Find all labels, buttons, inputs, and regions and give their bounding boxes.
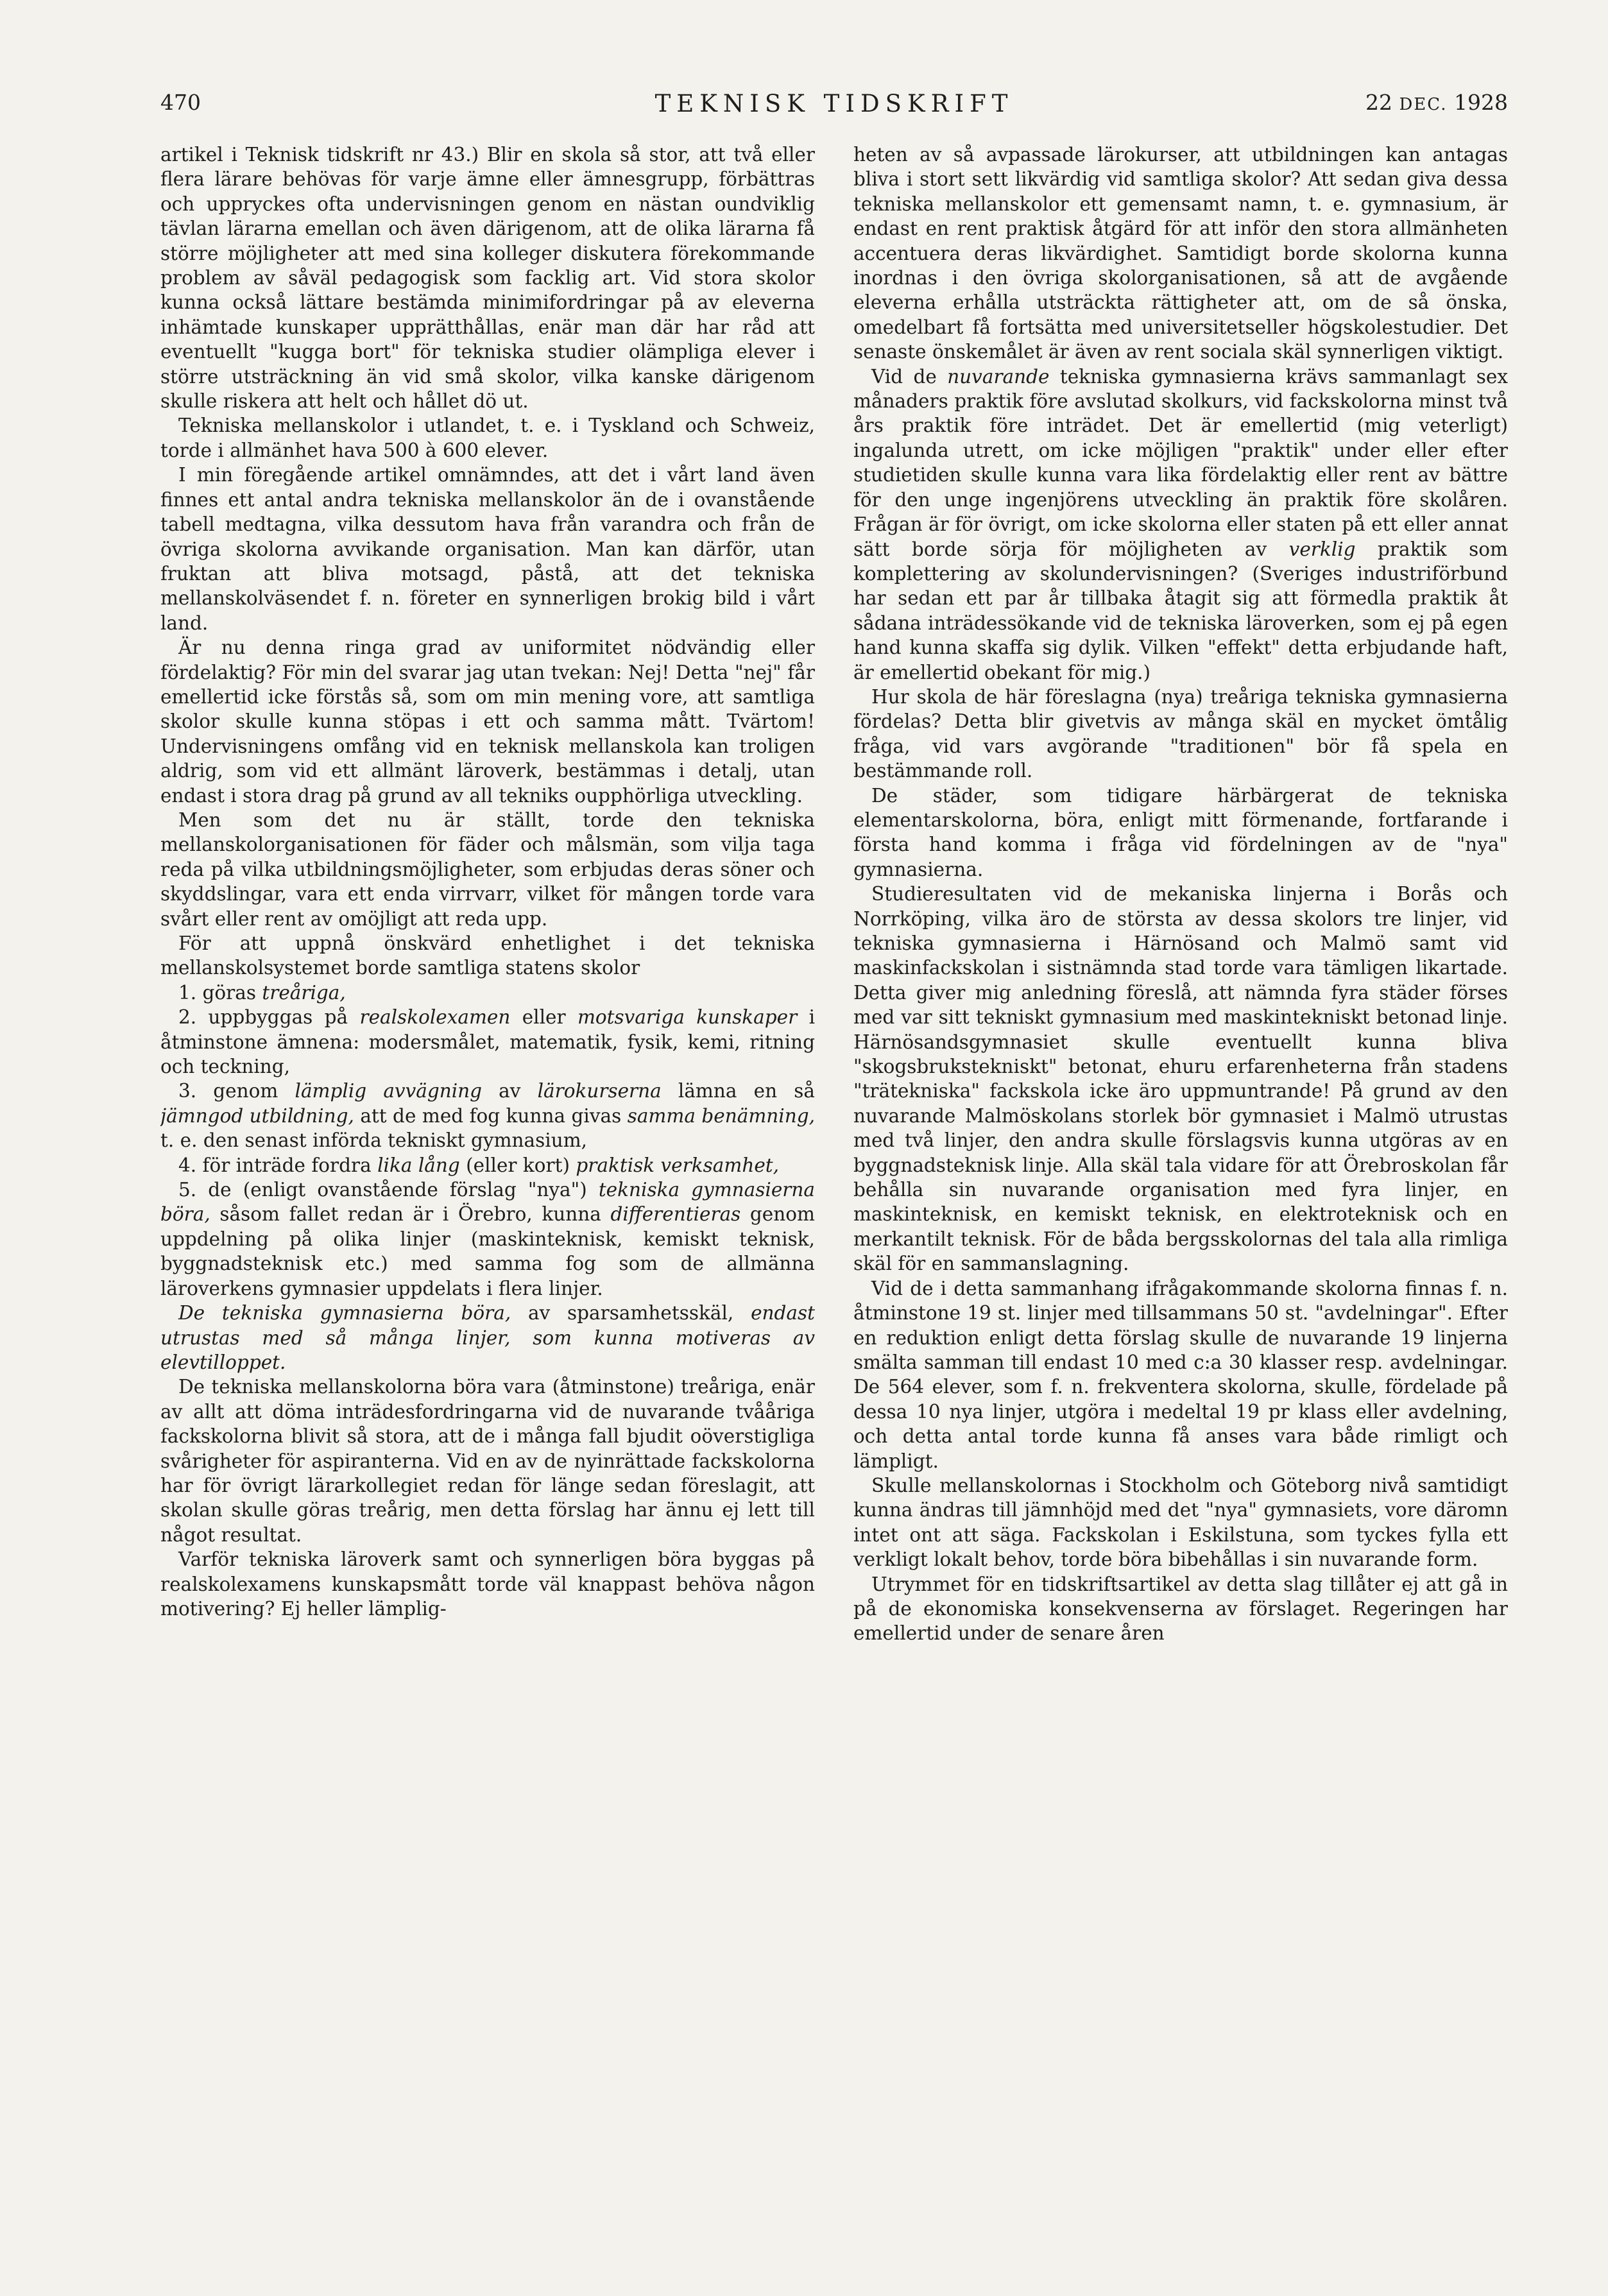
- list-item: 1. göras treåriga,: [178, 981, 346, 1004]
- list-item: 4. för inträde fordra lika lång (eller kort) praktisk verksamhet,: [178, 1154, 780, 1176]
- paragraph: För att uppnå önskvärd enhetlighet i det tekniska mellanskolsystemet borde samtliga statens skolor: [160, 932, 815, 979]
- emphasis-paragraph: De tekniska gymnasierna böra, av sparsamhetsskäl, endast utrustas med så många linjer, som kunna motiveras av elevtilloppet.: [160, 1302, 815, 1373]
- paragraph: Men som det nu är ställt, torde den tekniska mellanskolorganisationen för fäder och målsmän, som vilja taga reda på vilka utbildningsmöjligheter, som erbjudas deras söner och skyddslingar, vara ett enda virrvarr, vilket för mången torde vara svårt eller rent av omöjligt att reda upp.: [160, 809, 815, 930]
- paragraph: Är nu denna ringa grad av uniformitet nödvändig eller fördelaktig? För min del svarar jag utan tvekan: Nej! Detta "nej" får emellertid icke förstås så, som om min mening vore, att samtliga skolor skulle kunna stöpas i ett och samma mått. Tvärtom! Undervisningens omfång vid en teknisk mellanskola kan troligen aldrig, som vid ett allmänt läroverk, bestämmas i detalj, utan endast i stora drag på grund av all tekniks oupphörliga utveckling.: [160, 637, 815, 807]
- paragraph: Vid de i detta sammanhang ifrågakommande skolorna finnas f. n. åtminstone 19 st. linjer med tillsammans 50 st. "avdelningar". Efter en reduktion enligt detta förslag skulle de nuvarande 19 linjerna smälta samman till endast 10 med c:a 30 klasser resp. avdelningar. De 564 elever, som f. n. frekventera skolorna, skulle, fördelade på dessa 10 nya linjer, utgöra i medeltal 19 pr klass eller avdelning, och detta antal torde kunna få anses vara både rimligt och lämpligt.: [853, 1277, 1508, 1472]
- paragraph: Skulle mellanskolornas i Stockholm och Göteborg nivå samtidigt kunna ändras till jämnhöjd med det "nya" gymnasiets, vore däromn intet ont att säga. Fackskolan i Eskilstuna, som tyckes fylla ett verkligt lokalt behov, torde böra bibehållas i sin nuvarande form.: [853, 1474, 1508, 1571]
- list-item: 2. uppbyggas på realskolexamen eller motsvariga kunskaper i åtminstone ämnena: modersmålet, matematik, fysik, kemi, ritning och teckning,: [160, 1006, 815, 1078]
- right-column: [853, 142, 1508, 2279]
- left-column: [160, 142, 815, 2279]
- journal-title: TEKNISK TIDSKRIFT: [654, 90, 1014, 117]
- page-header: [160, 90, 1508, 128]
- page-number: 470: [160, 90, 201, 115]
- paragraph: Utrymmet för en tidskriftsartikel av detta slag tillåter ej att gå in på de ekonomiska konsekvenserna av förslaget. Regeringen har emellertid under de senare åren: [853, 1573, 1508, 1645]
- date-day: 22: [1365, 90, 1392, 115]
- paragraph: Varför tekniska läroverk samt och synnerligen böra byggas på realskolexamens kunskapsmått torde väl knappast behöva någon motivering? Ej heller lämplig-: [160, 1548, 815, 1620]
- issue-date: [1365, 90, 1508, 115]
- date-year: 1928: [1454, 90, 1508, 115]
- list-item: 5. de (enligt ovanstående förslag "nya") tekniska gymnasierna böra, såsom fallet redan är i Örebro, kunna differentieras genom uppdelning på olika linjer (maskinteknisk, kemiskt teknisk, byggnadsteknisk etc.) med samma fog som de allmänna läroverkens gymnasier uppdelats i flera linjer.: [160, 1179, 815, 1299]
- paragraph: I min föregående artikel omnämndes, att det i vårt land även finnes ett antal andra tekniska mellanskolor än de i ovanstående tabell medtagna, vilka dessutom hava från varandra och från de övriga skolorna avvikande organisation. Man kan därför, utan fruktan att bliva motsagd, påstå, att det tekniska mellanskolväsendet f. n. företer en synnerligen brokig bild i vårt land.: [160, 464, 815, 634]
- list-item: 3. genom lämplig avvägning av lärokurserna lämna en så jämngod utbildning, att de med fog kunna givas samma benämning, t. e. den senast införda tekniskt gymnasium,: [160, 1080, 815, 1152]
- date-month: DEC.: [1399, 95, 1448, 114]
- paragraph: Studieresultaten vid de mekaniska linjerna i Borås och Norrköping, vilka äro de största av dessa skolors tre linjer, vid tekniska gymnasierna i Härnösand och Malmö samt vid maskinfackskolan i sistnämnda stad torde vara tämligen likartade. Detta giver mig anledning föreslå, att nämnda fyra städer förses med var sitt tekniskt gymnasium med maskintekniskt betonad linje. Härnösandsgymnasiet skulle eventuellt kunna bliva "skogsbrukstekniskt" betonat, ehuru erfarenheterna från stadens "trätekniska" fackskola icke äro uppmuntrande! På grund av den nuvarande Malmöskolans storlek bör gymnasiet i Malmö utrustas med två linjer, den andra skulle förslagsvis kunna utgöras av en byggnadsteknisk linje. Alla skäl tala vidare för att Örebroskolan får behålla sin nuvarande organisation med fyra linjer, en maskinteknisk, en kemiskt teknisk, en elektroteknisk och en merkantilt teknisk. För de båda bergsskolornas del tala alla rimliga skäl för en sammanslagning.: [853, 883, 1508, 1275]
- paragraph: De tekniska mellanskolorna böra vara (åtminstone) treåriga, enär av allt att döma inträdesfordringarna vid de nuvarande tvååriga fackskolorna blivit så stora, att de i många fall bjudit oöverstigliga svårigheter för aspiranterna. Vid en av de nyinrättade fackskolorna har för övrigt lärarkollegiet redan för länge sedan föreslagit, att skolan skulle göras treårig, men detta förslag har ännu ej lett till något resultat.: [160, 1376, 815, 1546]
- paragraph: Hur skola de här föreslagna (nya) treåriga tekniska gymnasierna fördelas? Detta blir givetvis av många skäl en mycket ömtålig fråga, vid vars avgörande "traditionen" bör få spela en bestämmande roll.: [853, 685, 1508, 782]
- paragraph: Vid de nuvarande tekniska gymnasierna krävs sammanlagt sex månaders praktik före avslutad skolkurs, vid fackskolorna minst två års praktik före inträdet. Det är emellertid (mig veterligt) ingalunda utrett, om icke möjligen "praktik" under eller efter studietiden skulle kunna vara lika fördelaktig eller rent av bättre för den unge ingenjörens utveckling än praktik före skolåren. Frågan är för övrigt, om icke skolorna eller staten på ett eller annat sätt borde sörja för möjligheten av verklig praktik som komplettering av skolundervisningen? (Sveriges industriförbund har sedan ett par år tillbaka åtagit sig att förmedla praktik åt sådana inträdessökande vid de tekniska läroverken, som ej på egen hand kunna skaffa sig dylik. Vilken "effekt" detta erbjudande haft, är emellertid obekant för mig.): [853, 365, 1508, 683]
- paragraph: Tekniska mellanskolor i utlandet, t. e. i Tyskland och Schweiz, torde i allmänhet hava 500 à 600 elever.: [160, 415, 815, 461]
- paragraph: artikel i Teknisk tidskrift nr 43.) Blir en skola så stor, att två eller flera lärare behövas för varje ämne eller ämnesgrupp, förbättras och uppryckes ofta undervisningen genom en nästan oundviklig tävlan lärarna emellan och även därigenom, att de olika lärarna få större möjligheter att med sina kolleger diskutera förekommande problem av såväl pedagogisk som facklig art. Vid stora skolor kunna också lättare bestämda minimifordringar på av eleverna inhämtade kunskaper upprätthållas, enär man där har råd att eventuellt "kugga bort" för tekniska studier olämpliga elever i större utsträckning än vid små skolor, vilka kanske därigenom skulle riskera att helt och hållet dö ut.: [160, 144, 815, 413]
- paragraph: De städer, som tidigare härbärgerat de tekniska elementarskolorna, böra, enligt mitt förmenande, fortfarande i första hand komma i fråga vid fördelningen av de "nya" gymnasierna.: [853, 784, 1508, 880]
- paragraph: heten av så avpassade lärokurser, att utbildningen kan antagas bliva i stort sett likvärdig vid samtliga skolor? Att sedan giva dessa tekniska mellanskolor ett gemensamt namn, t. e. gymnasium, är endast en rent praktisk åtgärd för att inför den stora allmänheten accentuera deras likvärdighet. Samtidigt borde skolorna kunna inordnas i den övriga skolorganisationen, så att de avgående eleverna erhålla utsträckta rättigheter att, om de så önska, omedelbart få fortsätta med universitetseller högskolestudier. Det senaste önskemålet är även av rent sociala skäl synnerligen viktigt.: [853, 144, 1508, 363]
